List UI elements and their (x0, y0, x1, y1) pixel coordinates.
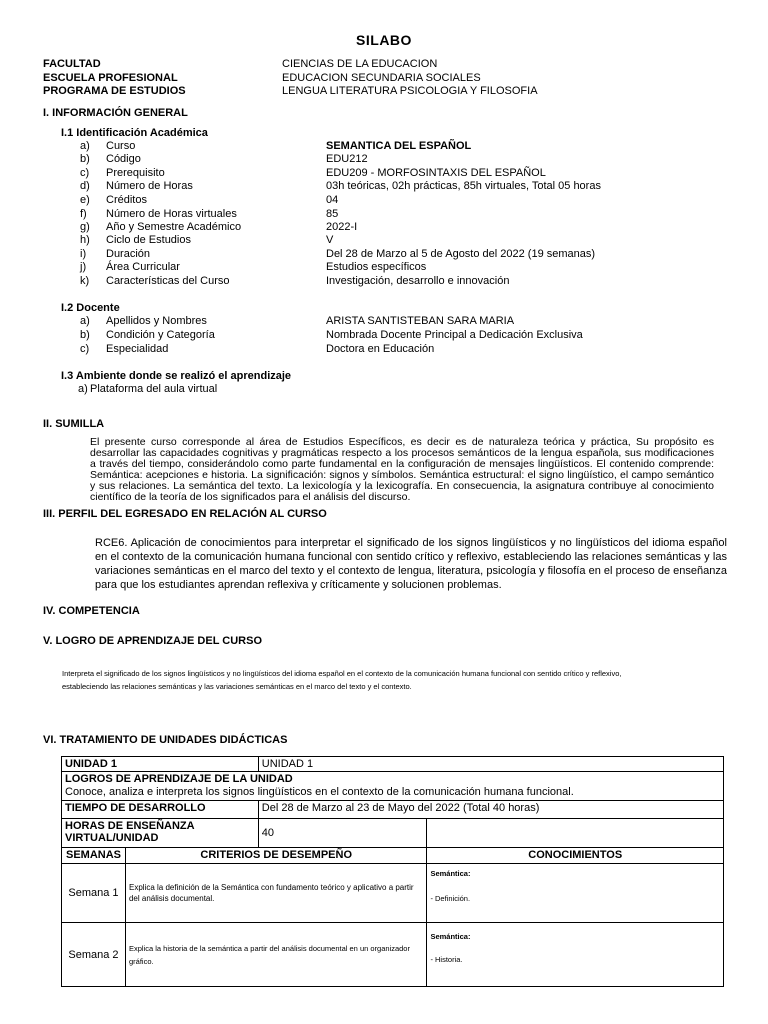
section-2-heading: II. SUMILLA (43, 418, 105, 430)
unit-achievement-label: LOGROS DE APRENDIZAJE DE LA UNIDAD (65, 773, 293, 785)
item-letter: k) (80, 275, 90, 287)
section-1-heading: I. INFORMACIÓN GENERAL (43, 107, 188, 119)
teaching-hours-value: 40 (258, 819, 427, 848)
table-row (62, 848, 724, 864)
item-letter: a) (80, 315, 90, 327)
table-row (62, 801, 724, 819)
table-row (62, 772, 724, 801)
item-label: Código (106, 153, 141, 165)
item-label: Curso (106, 140, 136, 152)
item-letter: a) (80, 140, 90, 152)
teaching-hours-label-line-1: HORAS DE ENSEÑANZA (65, 820, 195, 832)
environment-letter: a) (78, 383, 88, 395)
item-value: EDU209 - MORFOSINTAXIS DEL ESPAÑOL (326, 167, 546, 179)
item-value: Nombrada Docente Principal a Dedicación Exclusiva (326, 329, 583, 341)
learning-achievement-line-2: estableciendo las relaciones semánticas y las variaciones semánticas en el marco del texto y el contexto. (62, 682, 412, 691)
section-3-heading: III. PERFIL DEL EGRESADO EN RELACIÓN AL CURSO (43, 508, 327, 520)
item-letter: h) (80, 234, 90, 246)
item-value: SEMANTICA DEL ESPAÑOL (326, 140, 472, 152)
item-label: Características del Curso (106, 275, 230, 287)
item-label: Número de Horas (106, 180, 193, 192)
item-letter: b) (80, 153, 90, 165)
item-label: Prerequisito (106, 167, 165, 179)
item-letter: d) (80, 180, 90, 192)
faculty-value: CIENCIAS DE LA EDUCACION (282, 58, 438, 70)
table-row (62, 757, 724, 772)
table-row (62, 819, 724, 848)
item-letter: c) (80, 343, 90, 355)
document-title: SILABO (356, 32, 412, 48)
teaching-hours-label (62, 819, 259, 848)
criteria-cell: Explica la historia de la semántica a partir del análisis documental en un organizador gráfico. (125, 923, 426, 987)
item-letter: b) (80, 329, 90, 341)
item-label: Duración (106, 248, 151, 260)
week-cell: Semana 1 (62, 864, 126, 923)
item-letter: c) (80, 167, 90, 179)
item-label: Créditos (106, 194, 147, 206)
item-label: Especialidad (106, 343, 169, 355)
item-label: Área Curricular (106, 261, 180, 273)
section-4-heading: IV. COMPETENCIA (43, 605, 140, 617)
item-label: Número de Horas virtuales (106, 208, 237, 220)
faculty-label: FACULTAD (43, 58, 101, 70)
week-cell: Semana 2 (62, 923, 126, 987)
empty-cell (427, 819, 724, 848)
program-label: PROGRAMA DE ESTUDIOS (43, 85, 186, 97)
item-value: Estudios específicos (326, 261, 427, 273)
item-value: V (326, 234, 334, 246)
item-value: Del 28 de Marzo al 5 de Agosto del 2022 (19 semanas) (326, 248, 596, 260)
unit-label: UNIDAD 1 (62, 757, 259, 772)
item-letter: f) (80, 208, 87, 220)
knowledge-item: - Historia. (430, 955, 463, 964)
item-label: Apellidos y Nombres (106, 315, 207, 327)
knowledge-cell (427, 923, 724, 987)
development-time-value: Del 28 de Marzo al 23 de Mayo del 2022 (Total 40 horas) (258, 801, 723, 819)
learning-achievement-line-1: Interpreta el significado de los signos lingüísticos y no lingüísticos del idioma español en el contexto de la comunicación humana funcional con sentido crítico y reflexivo, (62, 669, 622, 678)
item-letter: g) (80, 221, 90, 233)
environment-item: Plataforma del aula virtual (90, 383, 218, 395)
item-value: Doctora en Educación (326, 343, 435, 355)
item-label: Año y Semestre Académico (106, 221, 242, 233)
knowledge-column-header: CONOCIMIENTOS (427, 848, 724, 864)
knowledge-title: Semántica: (430, 869, 471, 878)
criteria-cell: Explica la definición de la Semántica con fundamento teórico y aplicativo a partir del análisis documental. (125, 864, 426, 923)
item-letter: e) (80, 194, 90, 206)
weeks-column-header: SEMANAS (62, 848, 126, 864)
school-value: EDUCACION SECUNDARIA SOCIALES (282, 72, 481, 84)
section-5-heading: V. LOGRO DE APRENDIZAJE DEL CURSO (43, 635, 263, 647)
didactic-units-table (61, 756, 724, 987)
criteria-column-header: CRITERIOS DE DESEMPEÑO (125, 848, 426, 864)
item-value: 03h teóricas, 02h prácticas, 85h virtuales, Total 05 horas (326, 180, 601, 192)
unit-achievement-cell (62, 772, 724, 801)
section-6-heading: VI. TRATAMIENTO DE UNIDADES DIDÁCTICAS (43, 734, 288, 746)
school-label: ESCUELA PROFESIONAL (43, 72, 178, 84)
item-value: 04 (326, 194, 339, 206)
item-value: 2022-I (326, 221, 358, 233)
item-letter: i) (80, 248, 87, 260)
knowledge-cell (427, 864, 724, 923)
item-value: ARISTA SANTISTEBAN SARA MARIA (326, 315, 515, 327)
table-row (62, 923, 724, 987)
unit-achievement-text: Conoce, analiza e interpreta los signos lingüísticos en el contexto de la comunicación humana funcional. (65, 786, 574, 798)
sumilla-text: El presente curso corresponde al área de Estudios Específicos, es decir es de naturaleza teórica y práctica, Su propósito es desarrollar las capacidades cognitivas y pragmáticas respecto a los procesos semánticos de la lengua española, sus modificaciones a través del tiempo, considerándolo como parte fundamental en la configuración de mensajes lingüísticos. El contenido comprende: Semántica: acepciones e historia. La significación: signos y símbolos. Semántica estructural: el signo lingüístico, el campo semántico y sus relaciones. La semántica del texto. La lexicología y la lexicografía. En consecuencia, la asignatura contribuye al conocimiento científico de la teoría de los significados para el análisis del discurso. (90, 436, 714, 503)
item-value: EDU212 (326, 153, 368, 165)
knowledge-title: Semántica: (430, 932, 471, 941)
table-row (62, 864, 724, 923)
program-value: LENGUA LITERATURA PSICOLOGIA Y FILOSOFIA (282, 85, 538, 97)
item-value: Investigación, desarrollo e innovación (326, 275, 510, 287)
item-letter: j) (80, 261, 87, 273)
graduate-profile-text: RCE6. Aplicación de conocimientos para interpretar el significado de los signos lingüísticos y no lingüísticos del idioma español en el contexto de la comunicación humana funcional con sentido crítico y reflexivo, estableciendo las relaciones semánticas y las variaciones semánticas en el marco del texto y el contexto de lengua, literatura, psicología y filosofía en el proceso de enseñanza para que los estudiantes aprendan reflexiva y críticamente y solucionen problemas. (95, 537, 727, 591)
knowledge-item: - Definición. (430, 894, 471, 903)
item-value: 85 (326, 208, 339, 220)
subsection-1-2-heading: I.2 Docente (61, 302, 120, 314)
subsection-1-1-heading: I.1 Identificación Académica (61, 127, 208, 139)
development-time-label: TIEMPO DE DESARROLLO (62, 801, 259, 819)
item-label: Ciclo de Estudios (106, 234, 191, 246)
unit-value: UNIDAD 1 (258, 757, 723, 772)
subsection-1-3-heading: I.3 Ambiente donde se realizó el aprendizaje (61, 370, 292, 382)
item-label: Condición y Categoría (106, 329, 215, 341)
teaching-hours-label-line-2: VIRTUAL/UNIDAD (65, 832, 159, 844)
